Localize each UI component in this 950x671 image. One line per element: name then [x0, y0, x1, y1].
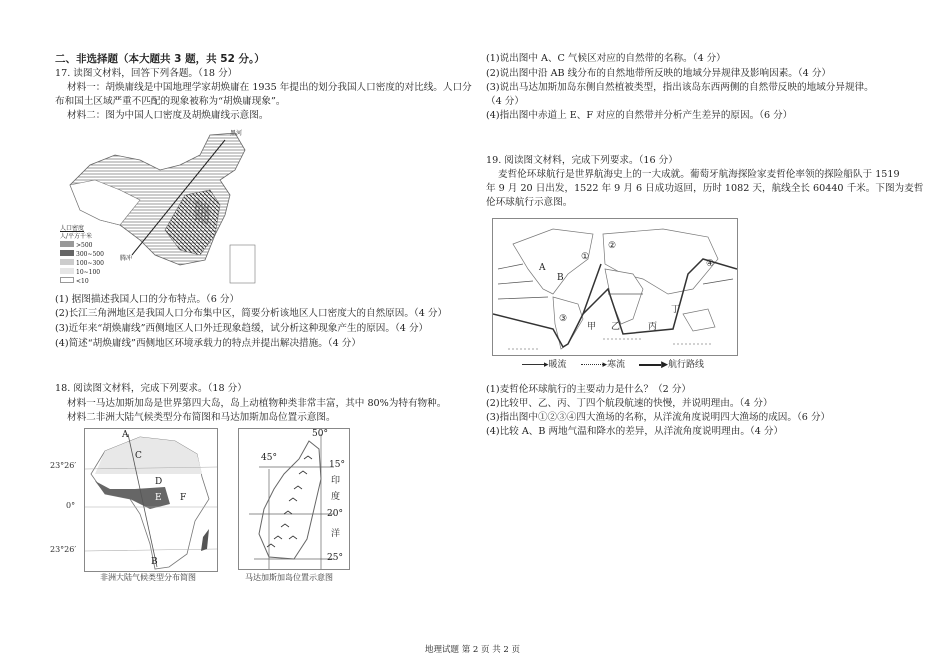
lon-45: 45°	[261, 453, 277, 463]
fishery-1: ①	[581, 252, 590, 262]
map-legend	[60, 225, 104, 286]
africa-drawing	[85, 429, 217, 571]
lat-south: 23°26′	[50, 545, 77, 554]
q17-material1-cont: 布和国土区域严重不匹配的现象被称为“胡焕庸现象”。	[55, 96, 286, 107]
ocean-label-3: 洋	[331, 529, 341, 539]
label-b: B	[557, 273, 564, 283]
q17-material2: 材料二：图为中国人口密度及胡焕庸线示意图。	[67, 110, 269, 121]
q19-question-3: (3)指出图中①②③④四大渔场的名称，从洋流角度说明四大渔场的成因。（6 分）	[486, 412, 831, 423]
city-tengchong: 腾冲	[120, 255, 133, 262]
q17-material1: 材料一：胡焕庸线是中国地理学家胡焕庸在 1935 年提出的划分我国人口密度的对比线。人口分	[67, 82, 472, 93]
ocean-label-2: 度	[331, 492, 341, 502]
legend-title: 人口密度	[60, 225, 85, 232]
africa-caption: 非洲大陆气候类型分布简图	[100, 573, 196, 582]
label-c: C	[135, 451, 142, 461]
legend-item: 10~100	[60, 268, 104, 277]
legend-item: <10	[60, 277, 104, 286]
legend-item: 300~500	[60, 250, 104, 259]
label-f: F	[180, 493, 187, 503]
q18-question-1: (1)说出图中 A、C 气候区对应的自然带的名称。（4 分）	[486, 53, 726, 64]
legend-cold: ▸寒流	[581, 359, 626, 371]
legend-item: 100~300	[60, 259, 104, 268]
madagascar-caption: 马达加斯加岛位置示意图	[245, 573, 333, 582]
legend-route: ▶航行路线	[639, 359, 704, 371]
q18-question-4: (4)指出图中赤道上 E、F 对应的自然带并分析产生差异的原因。（6 分）	[486, 110, 793, 121]
q17-question-2: (2)长江三角洲地区是我国人口分布集中区，简要分析该地区人口密度大的自然原因。（4 分）	[55, 308, 448, 319]
q19-question-4: (4)比较 A、B 两地气温和降水的差异，从洋流角度说明理由。（4 分）	[486, 426, 784, 437]
madagascar-map	[238, 428, 350, 570]
segment-bing: 丙	[648, 322, 658, 332]
q19-para-1: 麦哲伦环球航行是世界航海史上的一大成就。葡萄牙航海探险家麦哲伦率领的探险船队于 1519	[498, 169, 900, 180]
lat-25: 25°	[327, 553, 343, 563]
segment-yi: 乙	[611, 322, 621, 332]
q17-question-4: (4)简述“胡焕庸线”西侧地区环境承载力的特点并提出解决措施。（4 分）	[55, 338, 361, 349]
q19-stem: 19. 阅读图文材料，完成下列要求。（16 分）	[486, 155, 678, 166]
legend-warm: ▸暖流	[522, 359, 567, 371]
lon-50: 50°	[312, 429, 328, 439]
q18-question-3-score: （4 分）	[486, 96, 524, 107]
lat-north: 23°26′	[50, 461, 77, 470]
q18-material1: 材料一马达加斯加岛是世界第四大岛，岛上动植物种类非常丰富，其中 80%为特有物种。	[67, 398, 447, 409]
q19-para-3: 伦环球航行示意图。	[486, 197, 573, 208]
q19-question-1: (1)麦哲伦环球航行的主要动力是什么？（2 分）	[486, 384, 692, 395]
lat-equator: 0°	[66, 501, 76, 510]
label-d: D	[155, 477, 163, 487]
q18-question-3: (3)说出马达加斯加岛东侧自然植被类型，指出该岛东西两侧的自然带反映的地域分异规律。	[486, 82, 874, 93]
lat-20: 20°	[327, 509, 343, 519]
label-b: B	[151, 557, 158, 567]
segment-jia: 甲	[587, 322, 597, 332]
fishery-4: ④	[706, 259, 715, 269]
q17-question-3: (3)近年来“胡焕庸线”西侧地区人口外迁现象趋缓，试分析这种现象产生的原因。（4 分）	[55, 323, 429, 334]
q18-material2: 材料二非洲大陆气候类型分布简图和马达加斯加岛位置示意图。	[67, 412, 336, 423]
lat-15: 15°	[329, 460, 345, 470]
fishery-2: ②	[608, 241, 617, 251]
legend-item: >500	[60, 241, 104, 250]
section-title: 二、非选择题（本大题共 3 题，共 52 分。）	[55, 53, 265, 65]
legend-unit: 人/平方千米	[60, 233, 93, 240]
q17-stem: 17. 读图文材料，回答下列各题。（18 分）	[55, 68, 238, 79]
city-heihe: 黑河	[230, 130, 243, 137]
magellan-route-map	[492, 218, 738, 356]
africa-climate-map	[84, 428, 218, 572]
label-a: A	[539, 263, 546, 273]
label-a: A	[122, 430, 129, 440]
page-footer: 地理试题 第 2 页 共 2 页	[425, 645, 521, 655]
q17-question-1: (1) 据图描述我国人口的分布特点。（6 分）	[55, 294, 240, 305]
q19-question-2: (2)比较甲、乙、丙、丁四个航段航速的快慢，并说明理由。（4 分）	[486, 398, 773, 409]
q18-stem: 18. 阅读图文材料，完成下列要求。（18 分）	[55, 383, 247, 394]
world-map-drawing	[493, 219, 737, 355]
fishery-3: ③	[559, 314, 568, 324]
q19-para-2: 年 9 月 20 日出发，1522 年 9 月 6 日成功返回，历时 1082 天，航线全长 60440 千米。下图为麦哲	[486, 183, 924, 194]
q18-question-2: (2)说出图中沿 AB 线分布的自然地带所反映的地域分异规律及影响因素。（4 分）	[486, 68, 832, 79]
ocean-label-1: 印	[331, 476, 341, 486]
map-legend	[522, 359, 704, 371]
segment-ding: 丁	[671, 305, 681, 315]
china-population-map	[60, 125, 270, 290]
label-e: E	[155, 493, 162, 503]
